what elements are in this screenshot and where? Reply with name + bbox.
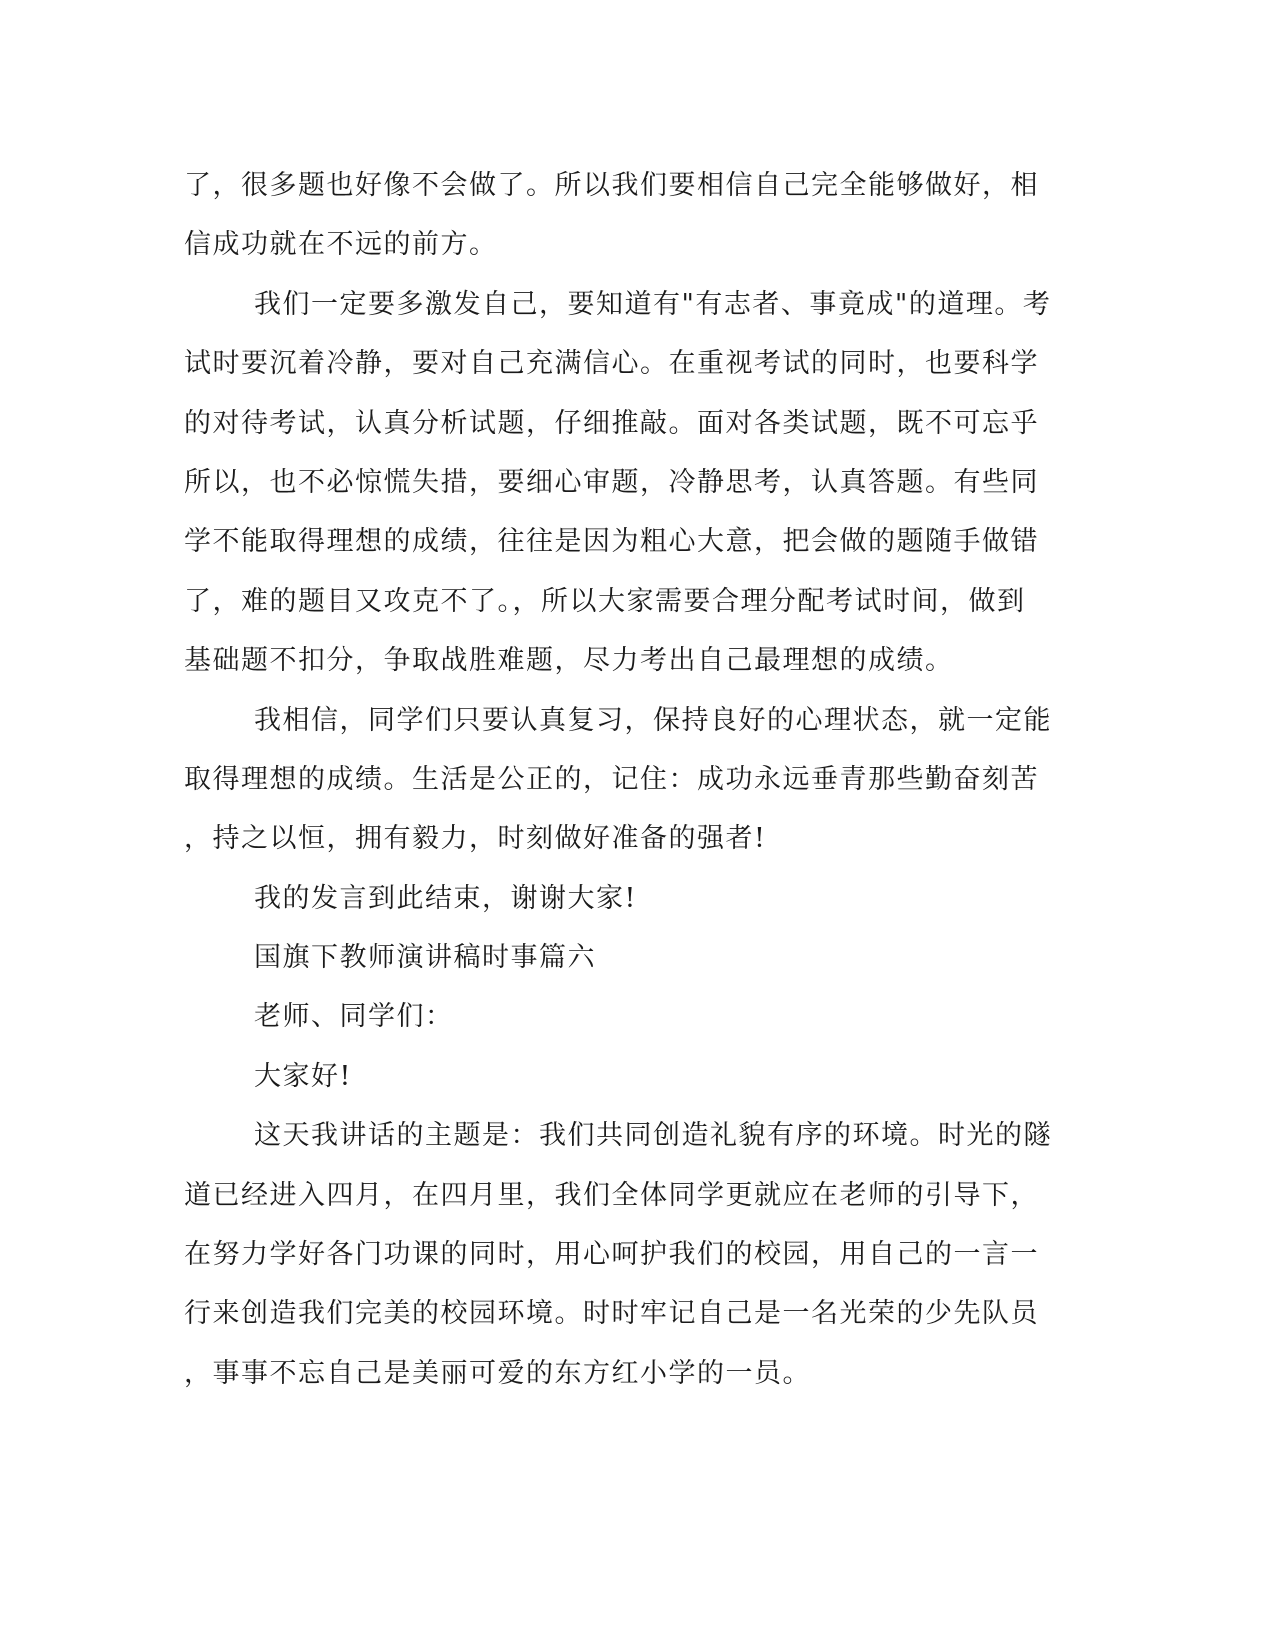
greeting-line: 大家好!: [254, 1060, 352, 1092]
text-line: 道已经进入四月，在四月里，我们全体同学更就应在老师的引导下，: [184, 1179, 1039, 1211]
text-line: 了，很多题也好像不会做了。所以我们要相信自己完全能够做好，相: [184, 170, 1039, 201]
salutation-line: 老师、同学们：: [254, 1001, 454, 1033]
text-line: 了，难的题目又攻克不了。，所以大家需要合理分配考试时间，做到: [184, 585, 1026, 617]
text-line: 试时要沉着冷静，要对自己充满信心。在重视考试的同时，也要科学: [184, 348, 1039, 380]
text-line: 学不能取得理想的成绩，往往是因为粗心大意，把会做的题随手做错: [184, 526, 1039, 558]
text-line: 在努力学好各门功课的同时，用心呵护我们的校园，用自己的一言一: [184, 1239, 1039, 1271]
text-line: 信成功就在不远的前方。: [184, 229, 498, 261]
text-line: 取得理想的成绩。生活是公正的，记住：成功永远垂青那些勤奋刻苦: [184, 763, 1039, 795]
section-heading: 国旗下教师演讲稿时事篇六: [254, 942, 596, 974]
paragraph-start-line: 我们一定要多激发自己，要知道有"有志者、事竟成"的道理。考: [254, 288, 1052, 320]
document-body: [184, 156, 1052, 1403]
text-line: 基础题不扣分，争取战胜难题，尽力考出自己最理想的成绩。: [184, 645, 954, 677]
text-line: ，事事不忘自己是美丽可爱的东方红小学的一员。: [184, 1357, 811, 1389]
text-line: 的对待考试，认真分析试题，仔细推敲。面对各类试题，既不可忘乎: [184, 407, 1039, 439]
paragraph-start-line: 这天我讲话的主题是：我们共同创造礼貌有序的环境。时光的隧: [254, 1120, 1052, 1152]
text-line: 所以，也不必惊慌失措，要细心审题，冷静思考，认真答题。有些同: [184, 466, 1039, 498]
closing-line: 我的发言到此结束，谢谢大家!: [254, 882, 637, 914]
paragraph-start-line: 我相信，同学们只要认真复习，保持良好的心理状态，就一定能: [254, 704, 1052, 736]
text-line: 行来创造我们完美的校园环境。时时牢记自己是一名光荣的少先队员: [184, 1298, 1039, 1330]
text-line: ，持之以恒，拥有毅力，时刻做好准备的强者!: [184, 823, 767, 855]
